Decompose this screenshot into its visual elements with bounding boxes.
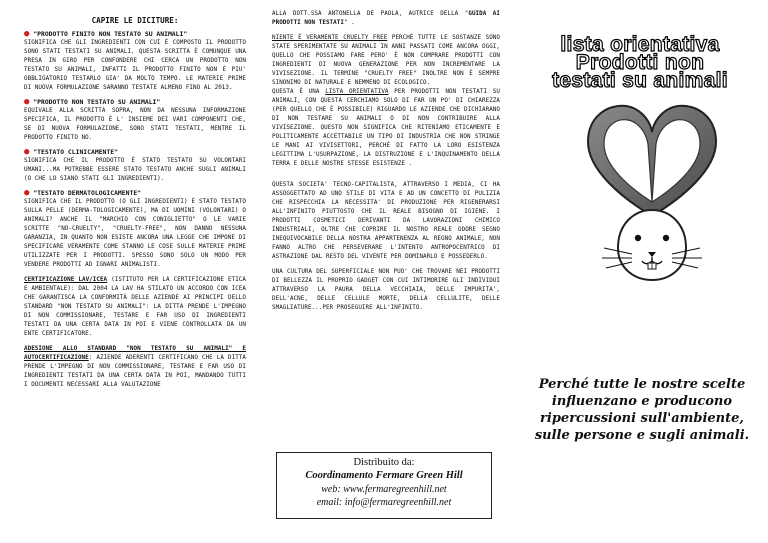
distributor-email[interactable]: email: info@fermaregreenhill.net <box>316 497 452 508</box>
section-body: SIGNIFICA CHE IL PRODOTTO È STATO TESTATO SU VOLONTARI UMANI...MA POTREBBE ESSERE STATO TESTATO ANCHE SUGLI ANIMALI (O CHE LO SIANO STATI GLI INGREDIENTI). <box>24 158 246 182</box>
distributor-web[interactable]: web: www.fermaregreenhill.net <box>321 484 447 495</box>
guide-title: GUIDA AI PRODOTTI NON TESTATI <box>272 11 500 26</box>
bunny-heart-logo-icon <box>582 98 722 288</box>
paragraph-cruelty-free: NIENTE È VERAMENTE CRUELTY FREE PERCHÈ TUTTE LE SOSTANZE SONO STATE SPERIMENTATE SU ANIMALI IN ANNI PASSATI COME ANCORA OGGI, QUELLO CHE POSSIAMO FARE PERO' È NON COMPRARE PRODOTTI CON INGREDIENTI DI NUOVA GENERAZIONE PER NON INCREMENTARE LA VIVISEZIONE. IL TERMINE "CRUELTY FREE" INOLTRE NON È SEMPRE SINONIMO DI NATURALE E NEMMENO DI ECOLOGICO. <box>272 35 500 86</box>
left-column <box>0 0 256 543</box>
section-title: ● "TESTATO DERMATOLOGICAMENTE" <box>24 188 142 198</box>
section-title: ● "TESTATO CLINICAMENTE" <box>24 147 118 157</box>
paragraph-culture: UNA CULTURA DEL SUPERFICIALE NON PUO' CHE TROVARE NEI PRODOTTI DI BELLEZZA IL PROPRIO GADGET CON CUI INTIMORIRE GLI INDIVIDUI ATTRAVERSO LA PAURA DELLA VECCHIAIA, DELLE IMPURITA', DELL'ACNE, DELLE CELLULE MORTE, DELLA CELLULITE, DELLE SMAGLIATURE...PER PROSEGUIRE ALL'INFINITO. <box>272 269 500 311</box>
paragraph-list: QUESTA È UNA LISTA ORIENTATIVA PER PRODOTTI NON TESTATI SU ANIMALI, CON QUESTA CERCHIAMO SOLO DI FAR UN PO' DI CHIAREZZA (PER QUELLO CHE È POSSIBILE) RIGUARDO LE AZIENDE CHE DICHIARANO DI NON TESTARE SU ANIMALI O DI NON CONTRIBUIRE ALLA VIVISEZIONE. QUESTO NON SIGNIFICA CHE RITENIAMO ETICAMENTE E POLITICAMENTE ACCETTABILE UN TIPO DI INDUSTRIA CHE NON STRINGE LE MANI AI VIVISETTORI, PERCHÉ DI FATTO LA LORO ESISTENZA LEGITTIMA L'USURPAZIONE, LA DISTRUZIONE E L'INQUINAMENTO DELLA TERRA E DELLE NOSTRE STESSE ESISTENZE . <box>272 89 500 167</box>
standard-paragraph: ADESIONE ALLO STANDARD "NON TESTATO SU ANIMALI" E AUTOCERTIFICAZIONE: AZIENDE ADERENTI CERTIFICANO CHE LA DITTA PRENDE L'IMPEGNO DI NON COMMISSIONARE, TESTARE E FAR USO DI INGREDIENTI TESTATI DA UNA CERTA DATA IN POI, MANDANDO TUTTI I DOCUMENTI NECESSARI ALLA VALUTAZIONE <box>24 346 246 388</box>
section-title: ● "PRODOTTO FINITO NON TESTATO SU ANIMALI" <box>24 29 188 39</box>
distributor-label: Distribuito da: <box>353 457 415 468</box>
distributor-name: Coordinamento Fermare Green Hill <box>305 470 463 481</box>
cover-title: lista orientativa Prodotti non testati su animali <box>552 33 728 92</box>
cover-quote: Perché tutte le nostre scelte influenzano e producono ripercussioni sull'ambiente, sulle persone e sugli animali. <box>534 377 750 443</box>
certification-paragraph: CERTIFICAZIONE LAV/ICEA (ISTITUTO PER LA CERTIFICAZIONE ETICA E AMBIENTALE): DAL 2004 LA LAV HA STILATO UN ACCORDO CON ICEA CHE GARANTISCA LA CONFORMITÀ DELLE AZIENDE AI PRINCIPI DELLO STANDARD "NON TESTATO SU ANIMALI": LA DITTA PRENDE L'IMPEGNO DI NON COMMISSIONARE, TESTARE E FAR USO DI INGREDIENTI TESTATI DA UNA CERTA DATA IN POI E VIENE CONTROLLATA DA UN ENTE CERTIFICATORE. <box>24 277 246 337</box>
standard-title: ADESIONE ALLO STANDARD "NON TESTATO SU ANIMALI" E AUTOCERTIFICAZIONE <box>24 346 246 361</box>
section-body: EQUIVALE ALLA SCRITTA SOPRA, NON DA NESSUNA INFORMAZIONE SPECIFICA, IL PRODOTTO È L' INSIEME DEI VARI COMPONENTI CHE, SE DI NUOVA FORMULAZIONE, SONO STATI TESTATI, MENTRE IL PRODOTTO FINITO NO. <box>24 108 246 141</box>
section-body: SIGNIFICA CHE GLI INGREDIENTI CON CUI È COMPOSTO IL PRODOTTO SONO STATI TESTATI SU ANIMALI. QUESTA SCRITTA È COMUNQUE UNA PRESA IN GIRO PER CONFONDERE CHI CERCA UN PRODOTTO NON TESTATO SU ANIMALI, INFATTI IL PRODOTTO FINITO NON È PIU' OBBLIGATORIO TESTARLO GIA' DA MOLTO TEMPO. LE MATERIE PRIME DI NUOVA FORMULAZIONE SARANNO TESTATE ALMENO FINO AL 2013. <box>24 40 246 91</box>
section-heading: CAPIRE LE DICITURE: <box>91 16 179 25</box>
bullet-icon: ● <box>24 97 30 107</box>
bullet-icon: ● <box>24 147 30 157</box>
intro-paragraph: ALLA DOTT.SSA ANTONELLA DE PAOLA, AUTRICE DELLA "GUIDA AI PRODOTTI NON TESTATI" . <box>272 11 500 26</box>
distributor-box <box>276 452 492 519</box>
bullet-icon: ● <box>24 188 30 198</box>
certification-title: CERTIFICAZIONE LAV/ICEA <box>24 277 108 283</box>
paragraph-society: QUESTA SOCIETA' TECNO-CAPITALISTA, ATTRAVERSO I MEDIA, CI HA ASSOGGETTATO AD UNO STILE DI VITA E AD UN CONCETTO DI PULIZIA CHE RISPECCHIA LA NECESSITA' DI PRODUZIONE PER RIGENERARSI ALL'INFINITO PIUTTOSTO CHE IL REALE BISOGNO DI IGIENE. I PRODOTTI COSMETICI DERIVANTI DA LAVORAZIONI CHIMICO INDUSTRIALI, OLTRE CHE COPRIRE IL NOSTRO REALE ODORE SEGNO INEQUIVOCABILE DELLA NOSTRA APPARTENENZA AL REGNO ANIMALE, NON FANNO ALTRO CHE PERSEVERARE L'INTENTO ANTROPOCENTRICO DI ASTRAZIONE DAL RESTO DEL VIVENTE PER DOMINARLO E POSSEDERLO. <box>272 182 500 260</box>
bullet-icon: ● <box>24 29 30 39</box>
section-title: ● "PRODOTTO NON TESTATO SU ANIMALI" <box>24 97 161 107</box>
section-body: SIGNIFICA CHE IL PRODOTTO (O GLI INGREDIENTI) È STATO TESTATO SULLA PELLE (DERMA-TOLOGICAMENTE), MA DI UOMINI (VOLONTARI) O ANIMALI? ANCHE IL "MARCHIO CON CONIGLIETTO" O LE VARIE SCRITTE "NO-CRUELTY", "CRUELTY-FREE", NON DANNO NESSUNA GARANZIA, IN QUANTO NON ESISTE ANCORA UNA LEGGE CHE IMPONE DI SPECIFICARE VERAMENTE COME STANNO LE COSE SULLE MATERIE PRIME UTILIZZATE PER I PRODOTTI. SPESSO SONO SOLO UN MODO PER VENDERE PRODOTTI AD IGNARI ANIMALISTI. <box>24 199 246 268</box>
